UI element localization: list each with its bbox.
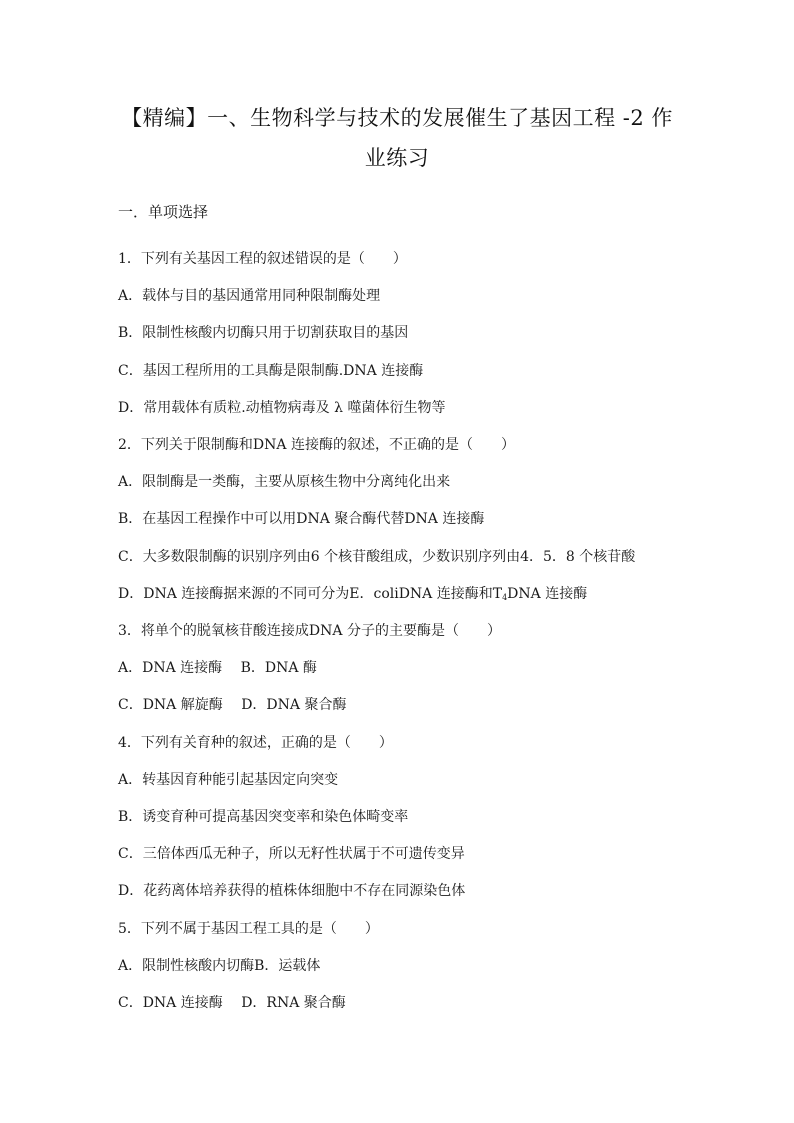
question-2-option-d xyxy=(118,587,587,602)
question-5-options-cd: C．DNA 连接酶 D．RNA 聚合酶 xyxy=(118,995,346,1011)
question-5-options-ab: A．限制性核酸内切酶B．运载体 xyxy=(118,958,321,974)
question-1-option-b: B．限制性核酸内切酶只用于切割获取目的基因 xyxy=(118,325,409,341)
question-3-stem: 3．将单个的脱氧核苷酸连接成DNA 分子的主要酶是（ ） xyxy=(118,623,501,639)
question-4-option-b: B．诱变育种可提高基因突变率和染色体畸变率 xyxy=(118,809,409,825)
question-1-option-a: A．载体与目的基因通常用同种限制酶处理 xyxy=(118,288,381,304)
question-2-option-b: B．在基因工程操作中可以用DNA 聚合酶代替DNA 连接酶 xyxy=(118,511,485,527)
question-4-option-a: A．转基因育种能引起基因定向突变 xyxy=(118,772,339,788)
question-1-stem: 1．下列有关基因工程的叙述错误的是（ ） xyxy=(118,251,407,267)
document-title-line-1: 【精编】一、生物科学与技术的发展催生了基因工程 -2 作 xyxy=(121,106,673,130)
question-1-option-c: C．基因工程所用的工具酶是限制酶.DNA 连接酶 xyxy=(118,363,424,379)
section-heading: 一．单项选择 xyxy=(118,203,209,221)
question-3-options-ab: A．DNA 连接酶 B．DNA 酶 xyxy=(118,660,317,676)
question-4-option-c: C．三倍体西瓜无种子，所以无籽性状属于不可遗传变异 xyxy=(118,846,465,862)
question-2-option-c: C．大多数限制酶的识别序列由6 个核苷酸组成，少数识别序列由4．5．8 个核苷酸 xyxy=(118,549,636,565)
question-2-stem: 2．下列关于限制酶和DNA 连接酶的叙述，不正确的是（ ） xyxy=(118,437,515,453)
document-title-line-2: 业练习 xyxy=(364,146,430,170)
question-2-option-d-text: D．DNA 连接酶据来源的不同可分为E．coliDNA 连接酶和T xyxy=(118,586,503,602)
question-2-option-a: A．限制酶是一类酶，主要从原核生物中分离纯化出来 xyxy=(118,474,451,490)
t4-subscript: 4 xyxy=(502,593,508,602)
question-4-stem: 4．下列有关育种的叙述，正确的是（ ） xyxy=(118,735,393,751)
question-3-options-cd: C．DNA 解旋酶 D．DNA 聚合酶 xyxy=(118,697,347,713)
question-2-option-d-tail: DNA 连接酶 xyxy=(507,586,588,602)
question-5-stem: 5．下列不属于基因工程工具的是（ ） xyxy=(118,921,379,937)
question-1-option-d: D．常用载体有质粒.动植物病毒及 λ 噬菌体衍生物等 xyxy=(118,400,446,416)
question-4-option-d: D．花药离体培养获得的植株体细胞中不存在同源染色体 xyxy=(118,883,466,899)
